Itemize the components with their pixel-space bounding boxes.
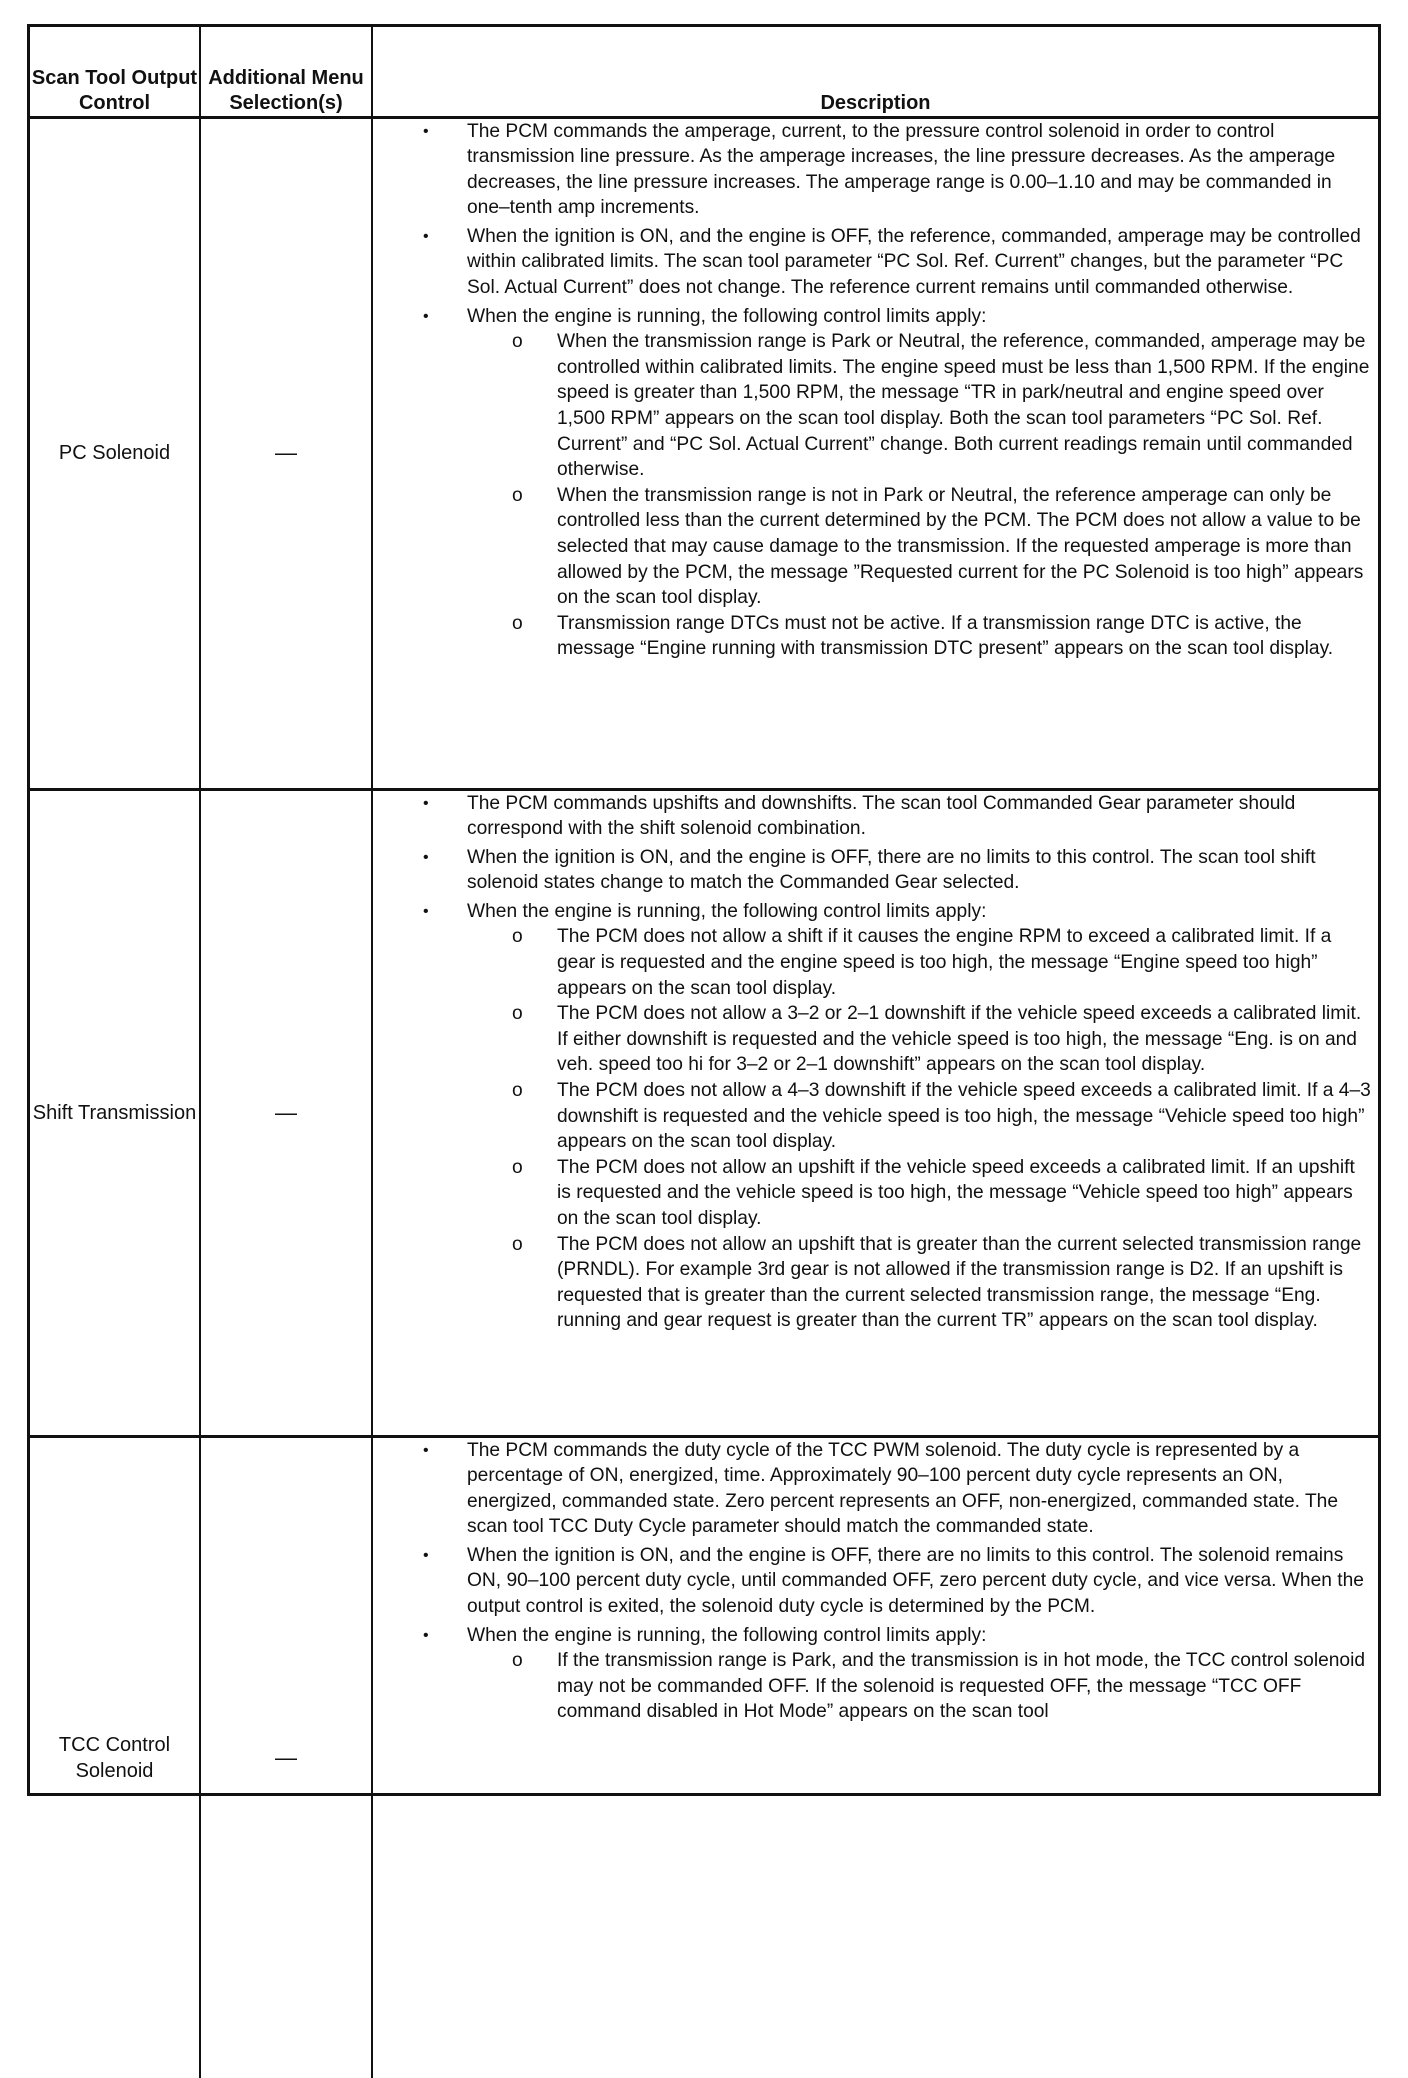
- table-header-row: [30, 27, 1378, 117]
- list-item: [373, 1623, 1378, 1725]
- circle-bullet-icon: o: [512, 926, 523, 948]
- bullet-icon: •: [423, 902, 429, 920]
- sub-list-item-text: If the transmission range is Park, and the transmission is in hot mode, the TCC control solenoid may not be commanded OFF. If the solenoid is requested OFF, the message “TCC OFF command disabled in Hot Mode” appears on the scan tool: [557, 1650, 1366, 1723]
- bullet-icon: •: [423, 1441, 429, 1459]
- list-item: [373, 899, 1378, 1334]
- sub-list-item: [467, 1078, 1372, 1155]
- bullet-icon: •: [423, 848, 429, 866]
- header-description: Description: [372, 27, 1378, 117]
- sub-list-item-text: The PCM does not allow an upshift if the vehicle speed exceeds a calibrated limit. If an upshift is requested and the vehicle speed is too high, the message “Vehicle speed too high” appears on the scan tool display.: [557, 1156, 1355, 1229]
- sub-list-item-text: The PCM does not allow a 3–2 or 2–1 downshift if the vehicle speed exceeds a calibrated limit. If either downshift is requested and the vehicle speed is too high, the message “Eng. is on and veh. speed too hi for 3–2 or 2–1 downshift” appears on the scan tool display.: [557, 1003, 1362, 1076]
- sub-list-item-text: When the transmission range is Park or Neutral, the reference, commanded, amperage may be controlled within calibrated limits. The engine speed must be less than 1,500 RPM. If the engine speed is greater than 1,500 RPM, the message “TR in park/neutral and engine speed over 1,500 RPM” appears on the scan tool display. Both the scan tool parameters “PC Sol. Ref. Current” and “PC Sol. Actual Current” change. Both current readings remain until commanded otherwise.: [557, 331, 1370, 481]
- sub-list: [467, 1648, 1372, 1725]
- list-item-text: When the ignition is ON, and the engine is OFF, there are no limits to this control. The scan tool shift solenoid states change to match the Commanded Gear selected.: [467, 846, 1316, 894]
- bullet-icon: •: [423, 794, 429, 812]
- list-item-text: When the ignition is ON, and the engine is OFF, the reference, commanded, amperage may be controlled within calibrated limits. The scan tool parameter “PC Sol. Ref. Current” changes, but the parameter “PC Sol. Actual Current” does not change. The reference current remains until commanded otherwise.: [467, 225, 1361, 299]
- table-row: [30, 1436, 1378, 2078]
- sub-list-item: [467, 1155, 1372, 1232]
- header-scan-tool-output-control: Scan Tool Output Control: [30, 27, 200, 117]
- bullet-icon: •: [423, 122, 429, 140]
- description-cell: [372, 1436, 1378, 2078]
- list-item-text: When the engine is running, the following control limits apply:: [467, 305, 987, 327]
- output-control-table: [30, 27, 1378, 2078]
- bullet-icon: •: [423, 1626, 429, 1644]
- circle-bullet-icon: o: [512, 1080, 523, 1102]
- bullet-icon: •: [423, 1546, 429, 1564]
- list-item: [373, 791, 1378, 842]
- sub-list-item: [467, 329, 1372, 483]
- bullet-icon: •: [423, 227, 429, 245]
- output-control-name: TCC Control Solenoid: [30, 1436, 200, 2078]
- table-row: [30, 789, 1378, 1436]
- output-control-table-sheet: [27, 24, 1381, 1796]
- sub-list-item-text: When the transmission range is not in Park or Neutral, the reference amperage can only be controlled less than the current determined by the PCM. The PCM does not allow a value to be selected that may cause damage to the transmission. If the requested amperage is more than allowed by the PCM, the message ”Requested current for the PC Solenoid is too high” appears on the scan tool display.: [557, 484, 1364, 609]
- list-item: [373, 119, 1378, 221]
- circle-bullet-icon: o: [512, 612, 523, 634]
- sub-list-item: [467, 1001, 1372, 1078]
- description-cell: [372, 117, 1378, 789]
- description-list: [373, 119, 1378, 662]
- circle-bullet-icon: o: [512, 331, 523, 353]
- list-item: [373, 224, 1378, 301]
- list-item-text: The PCM commands the amperage, current, to the pressure control solenoid in order to control transmission line pressure. As the amperage increases, the line pressure decreases. As the amperage decreases, the line pressure increases. The amperage range is 0.00–1.10 and may be commanded in one–tenth amp increments.: [467, 120, 1336, 219]
- table-row: [30, 117, 1378, 789]
- list-item-text: When the ignition is ON, and the engine is OFF, there are no limits to this control. The solenoid remains ON, 90–100 percent duty cycle, until commanded OFF, zero percent duty cycle, and vice versa. When the output control is exited, the solenoid duty cycle is determined by the PCM.: [467, 1544, 1364, 1618]
- circle-bullet-icon: o: [512, 1156, 523, 1178]
- list-item-text: When the engine is running, the following control limits apply:: [467, 1624, 987, 1646]
- output-control-name: Shift Transmission: [30, 789, 200, 1436]
- sub-list: [467, 329, 1372, 662]
- header-additional-menu-selections: Additional Menu Selection(s): [200, 27, 372, 117]
- circle-bullet-icon: o: [512, 1650, 523, 1672]
- description-list: [373, 791, 1378, 1334]
- list-item: [373, 845, 1378, 896]
- sub-list-item-text: The PCM does not allow a shift if it causes the engine RPM to exceed a calibrated limit. If a gear is requested and the engine speed is too high, the message “Engine speed too high” appears on the scan tool display.: [557, 926, 1332, 999]
- sub-list: [467, 924, 1372, 1334]
- description-cell: [372, 789, 1378, 1436]
- circle-bullet-icon: o: [512, 1233, 523, 1255]
- list-item-text: The PCM commands upshifts and downshifts. The scan tool Commanded Gear parameter should correspond with the shift solenoid combination.: [467, 792, 1296, 840]
- description-list: [373, 1438, 1378, 1726]
- sub-list-item-text: The PCM does not allow a 4–3 downshift if the vehicle speed exceeds a calibrated limit. If a 4–3 downshift is requested and the vehicle speed is too high, the message “Vehicle speed too high” appears on the scan tool display.: [557, 1080, 1371, 1153]
- output-control-name: PC Solenoid: [30, 117, 200, 789]
- list-item: [373, 304, 1378, 662]
- list-item: [373, 1438, 1378, 1540]
- menu-selection: —: [200, 117, 372, 789]
- list-item: [373, 1543, 1378, 1620]
- list-item-text: The PCM commands the duty cycle of the TCC PWM solenoid. The duty cycle is represented by a percentage of ON, energized, time. Approximately 90–100 percent duty cycle represents an ON, energized, commanded state. Zero percent represents an OFF, non-energized, commanded state. The scan tool TCC Duty Cycle parameter should match the commanded state.: [467, 1439, 1339, 1538]
- description-clip: [373, 1438, 1378, 2078]
- sub-list-item: [467, 1232, 1372, 1334]
- sub-list-item-text: Transmission range DTCs must not be active. If a transmission range DTC is active, the message “Engine running with transmission DTC present” appears on the scan tool display.: [557, 612, 1334, 660]
- menu-selection: —: [200, 1436, 372, 2078]
- circle-bullet-icon: o: [512, 1003, 523, 1025]
- bullet-icon: •: [423, 307, 429, 325]
- sub-list-item: [467, 1648, 1372, 1725]
- list-item-text: When the engine is running, the following control limits apply:: [467, 900, 987, 922]
- sub-list-item: [467, 483, 1372, 611]
- menu-selection: —: [200, 789, 372, 1436]
- sub-list-item: [467, 611, 1372, 662]
- sub-list-item: [467, 924, 1372, 1001]
- sub-list-item-text: The PCM does not allow an upshift that is greater than the current selected transmission range (PRNDL). For example 3rd gear is not allowed if the transmission range is D2. If an upshift is requested that is greater than the current selected transmission range, the message “Eng. running and gear request is greater than the current TR” appears on the scan tool display.: [557, 1233, 1362, 1332]
- circle-bullet-icon: o: [512, 484, 523, 506]
